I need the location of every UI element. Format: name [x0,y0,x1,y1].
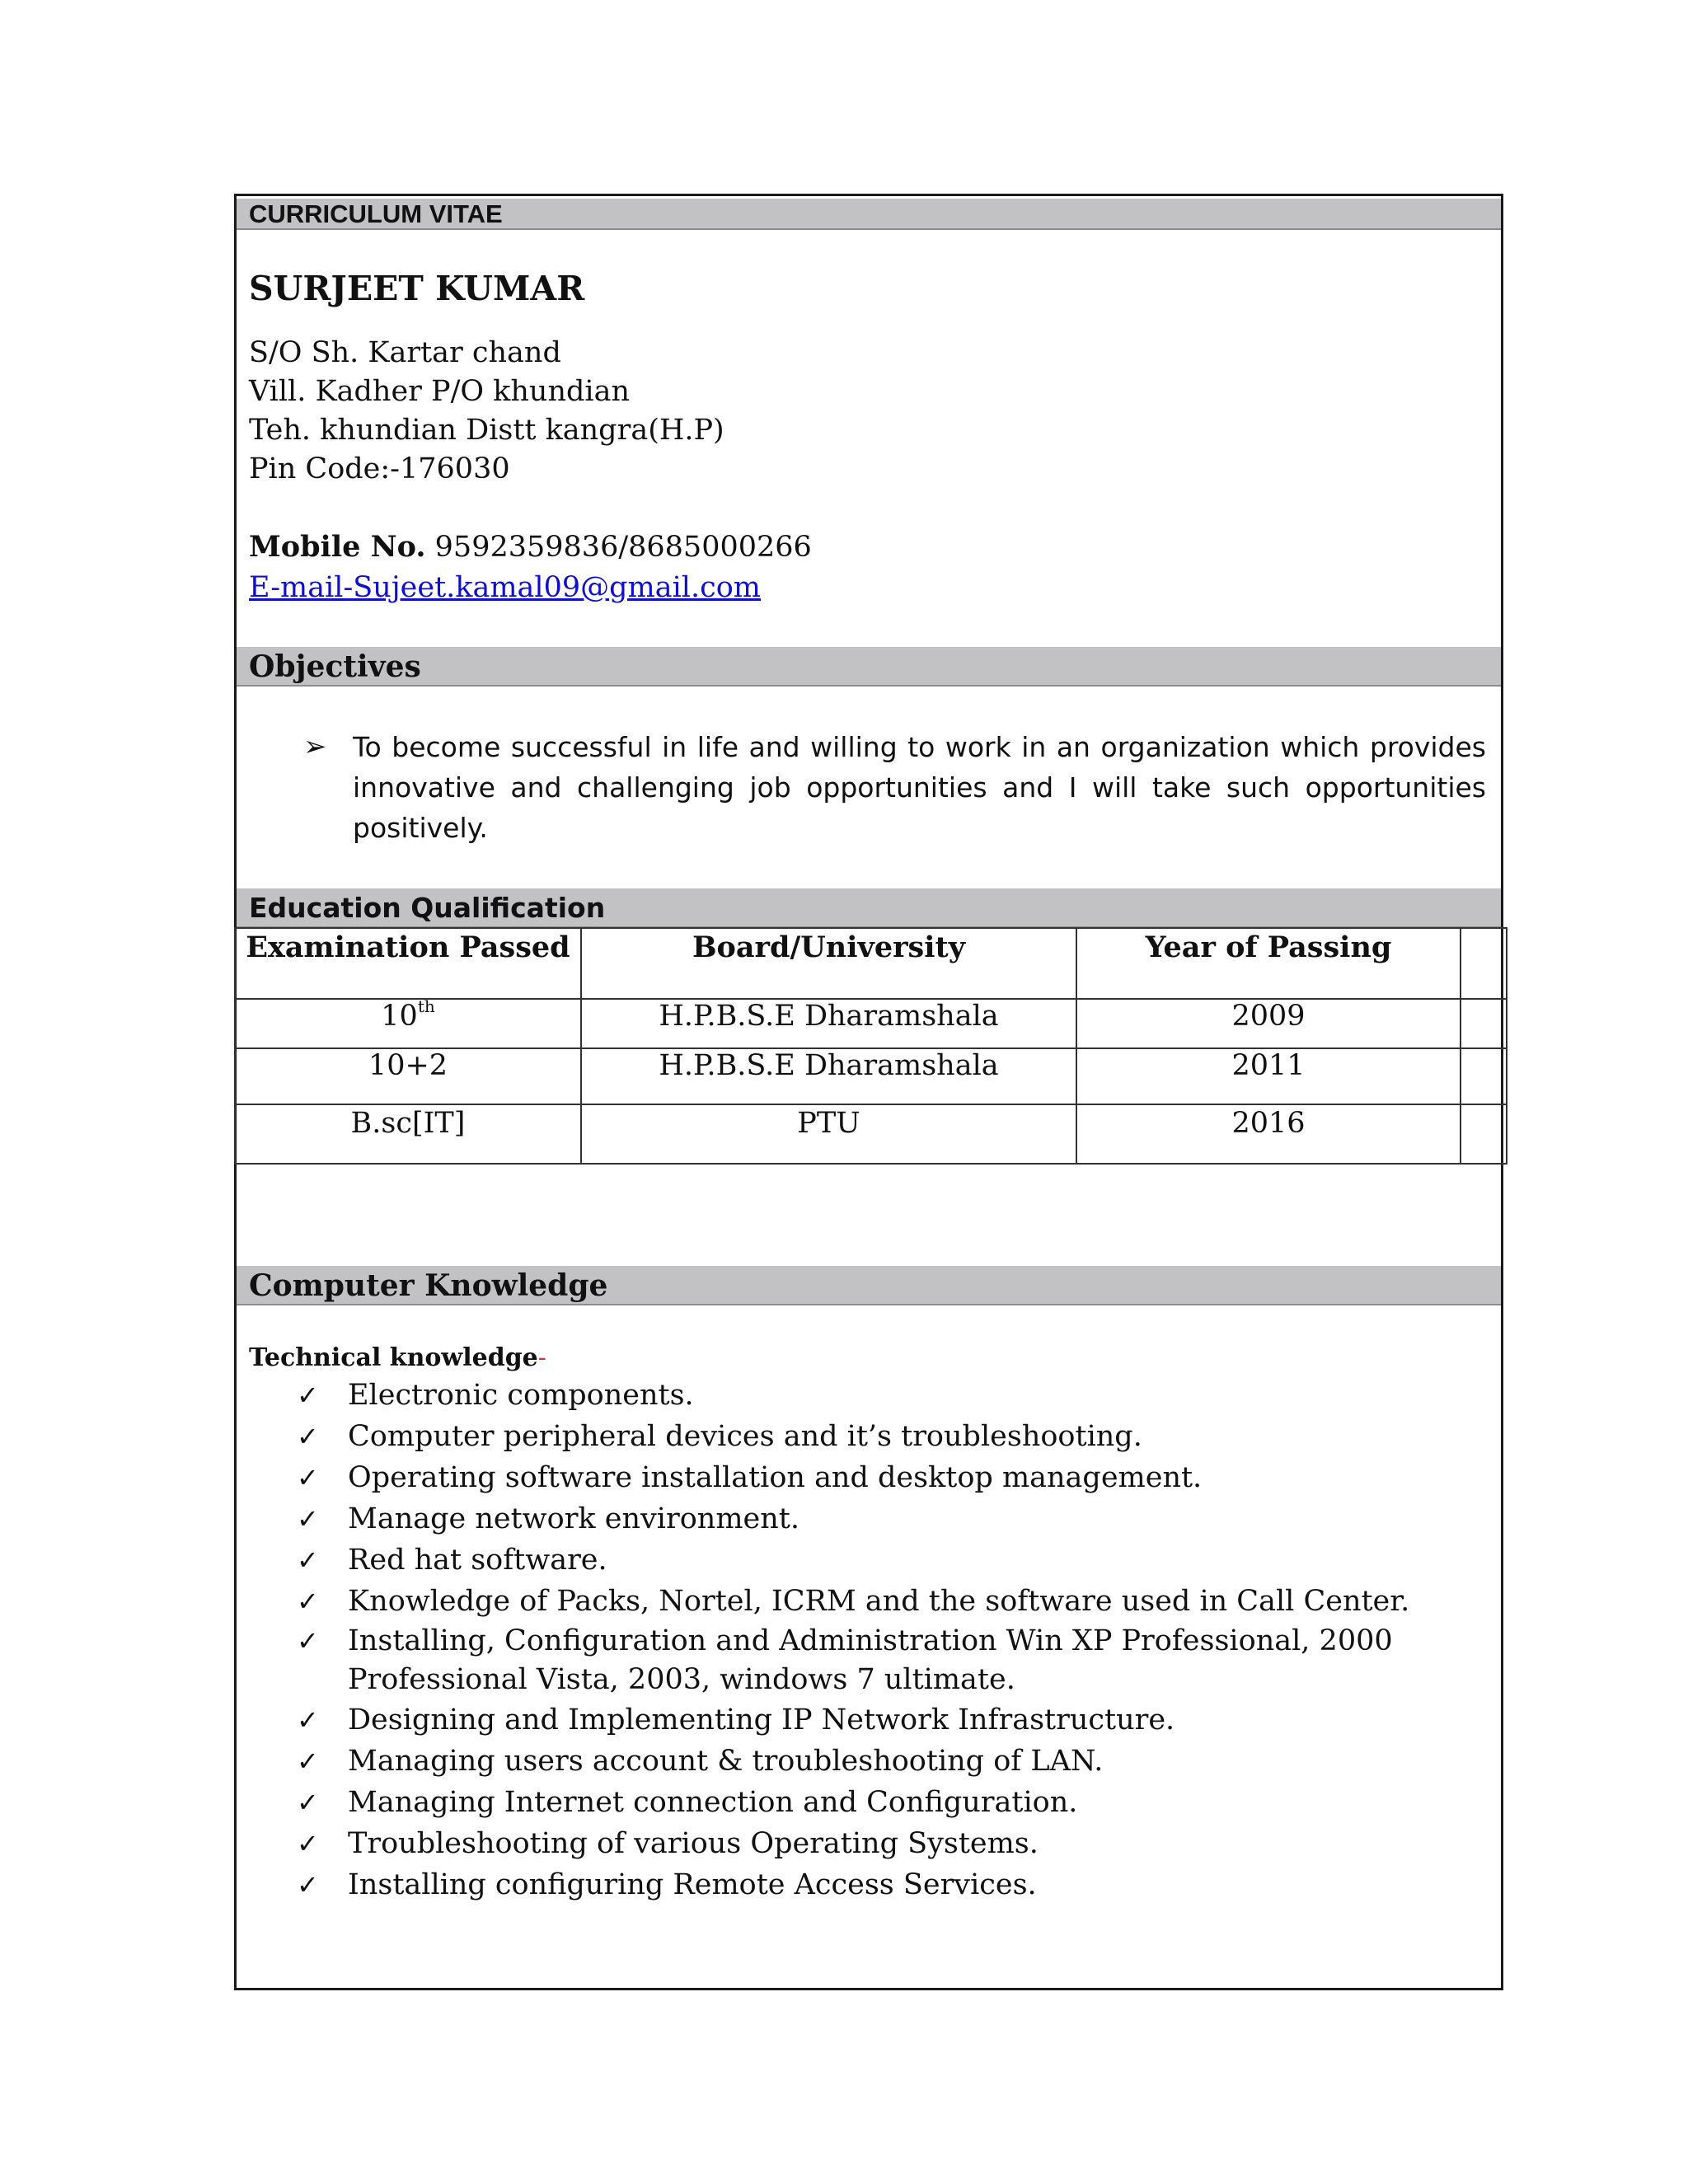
objectives-heading: Objectives [237,647,1501,687]
exam-cell [235,996,581,1048]
skill-text: Red hat software. [348,1544,607,1577]
skill-text: Knowledge of Packs, Nortel, ICRM and the software used in Call Center. [348,1585,1410,1618]
list-item [297,1864,1484,1905]
column-header-board: Board/University [581,928,1076,999]
year-cell: 2009 [1076,999,1461,1048]
objective-text: To become successful in life and willing to work in an organization which provides innovative and challenging job opportunities and I will take such opportunities positively. [353,731,1486,844]
check-icon: ✓ [297,1625,319,1657]
table-row [235,1048,1507,1104]
skill-text: Manage network environment. [348,1502,799,1535]
technical-knowledge-label [249,1343,546,1372]
tech-label-dash: - [537,1343,546,1372]
exam-cell: 10+2 [235,1048,581,1104]
list-item [297,1782,1484,1823]
skill-text: Managing users account & troubleshooting of LAN. [348,1745,1104,1778]
empty-cell [1461,1048,1507,1104]
table-row [235,1104,1507,1164]
check-icon: ✓ [297,1380,319,1411]
exam-value: 10 [381,1000,418,1033]
year-cell: 2011 [1076,1048,1461,1104]
check-icon: ✓ [297,1869,319,1900]
skill-text: Managing Internet connection and Configuration. [348,1786,1078,1819]
column-header-exam: Examination Passed [235,928,581,999]
exam-superscript: th [417,996,435,1016]
list-item [297,1823,1484,1864]
list-item [297,1699,1484,1741]
tech-label-text: Technical knowledge [249,1343,538,1372]
column-header-empty [1461,928,1507,999]
check-icon: ✓ [297,1421,319,1452]
education-heading: Education Qualification [237,888,1501,928]
list-item [297,1375,1484,1416]
exam-cell: B.sc[IT] [235,1104,581,1164]
list-item [297,1498,1484,1540]
list-item [297,1581,1484,1622]
address-line-3: Teh. khundian Distt kangra(H.P) [249,414,724,447]
check-icon: ✓ [297,1828,319,1859]
list-item [297,1622,1484,1699]
check-icon: ✓ [297,1746,319,1777]
list-item [297,1457,1484,1498]
board-cell: H.P.B.S.E Dharamshala [581,999,1076,1048]
skill-text: Operating software installation and desktop management. [348,1461,1203,1494]
list-item [297,1540,1484,1581]
list-item [297,1416,1484,1457]
candidate-name: SURJEET KUMAR [249,269,585,308]
year-cell: 2016 [1076,1104,1461,1164]
address-line-4: Pin Code:-176030 [249,452,510,485]
check-icon: ✓ [297,1503,319,1535]
mobile-label: Mobile No. [249,530,426,564]
check-icon: ✓ [297,1787,319,1818]
list-item [297,1741,1484,1782]
skill-text: Electronic components. [348,1379,694,1412]
address-line-1: S/O Sh. Kartar chand [249,336,561,369]
empty-cell [1461,999,1507,1048]
education-table [234,927,1507,1165]
column-header-year: Year of Passing [1076,928,1461,999]
skill-text: Computer peripheral devices and it’s troubleshooting. [348,1420,1142,1453]
table-row [235,999,1507,1048]
address-line-2: Vill. Kadher P/O khundian [249,375,631,408]
email-link[interactable]: E-mail-Sujeet.kamal09@gmail.com [249,571,761,604]
skill-text: Troubleshooting of various Operating Systems. [348,1827,1039,1860]
check-icon: ✓ [297,1544,319,1576]
skills-list [297,1375,1484,1905]
cv-title-bar: CURRICULUM VITAE [237,199,1501,230]
table-header-row [235,928,1507,999]
skill-text: Designing and Implementing IP Network Infrastructure. [348,1704,1175,1736]
computer-knowledge-heading: Computer Knowledge [237,1266,1501,1305]
check-icon: ✓ [297,1586,319,1617]
skill-text: Installing, Configuration and Administration Win XP Professional, 2000 Professional Vista, 2003, windows 7 ultimate. [348,1624,1393,1696]
skill-text: Installing configuring Remote Access Services. [348,1868,1037,1901]
mobile-line [249,527,812,567]
board-cell: PTU [581,1104,1076,1164]
board-cell: H.P.B.S.E Dharamshala [581,1048,1076,1104]
check-icon: ✓ [297,1704,319,1736]
check-icon: ✓ [297,1462,319,1493]
arrow-bullet-icon: ➢ [303,730,327,763]
mobile-number: 9592359836/8685000266 [434,531,812,564]
empty-cell [1461,1104,1507,1164]
